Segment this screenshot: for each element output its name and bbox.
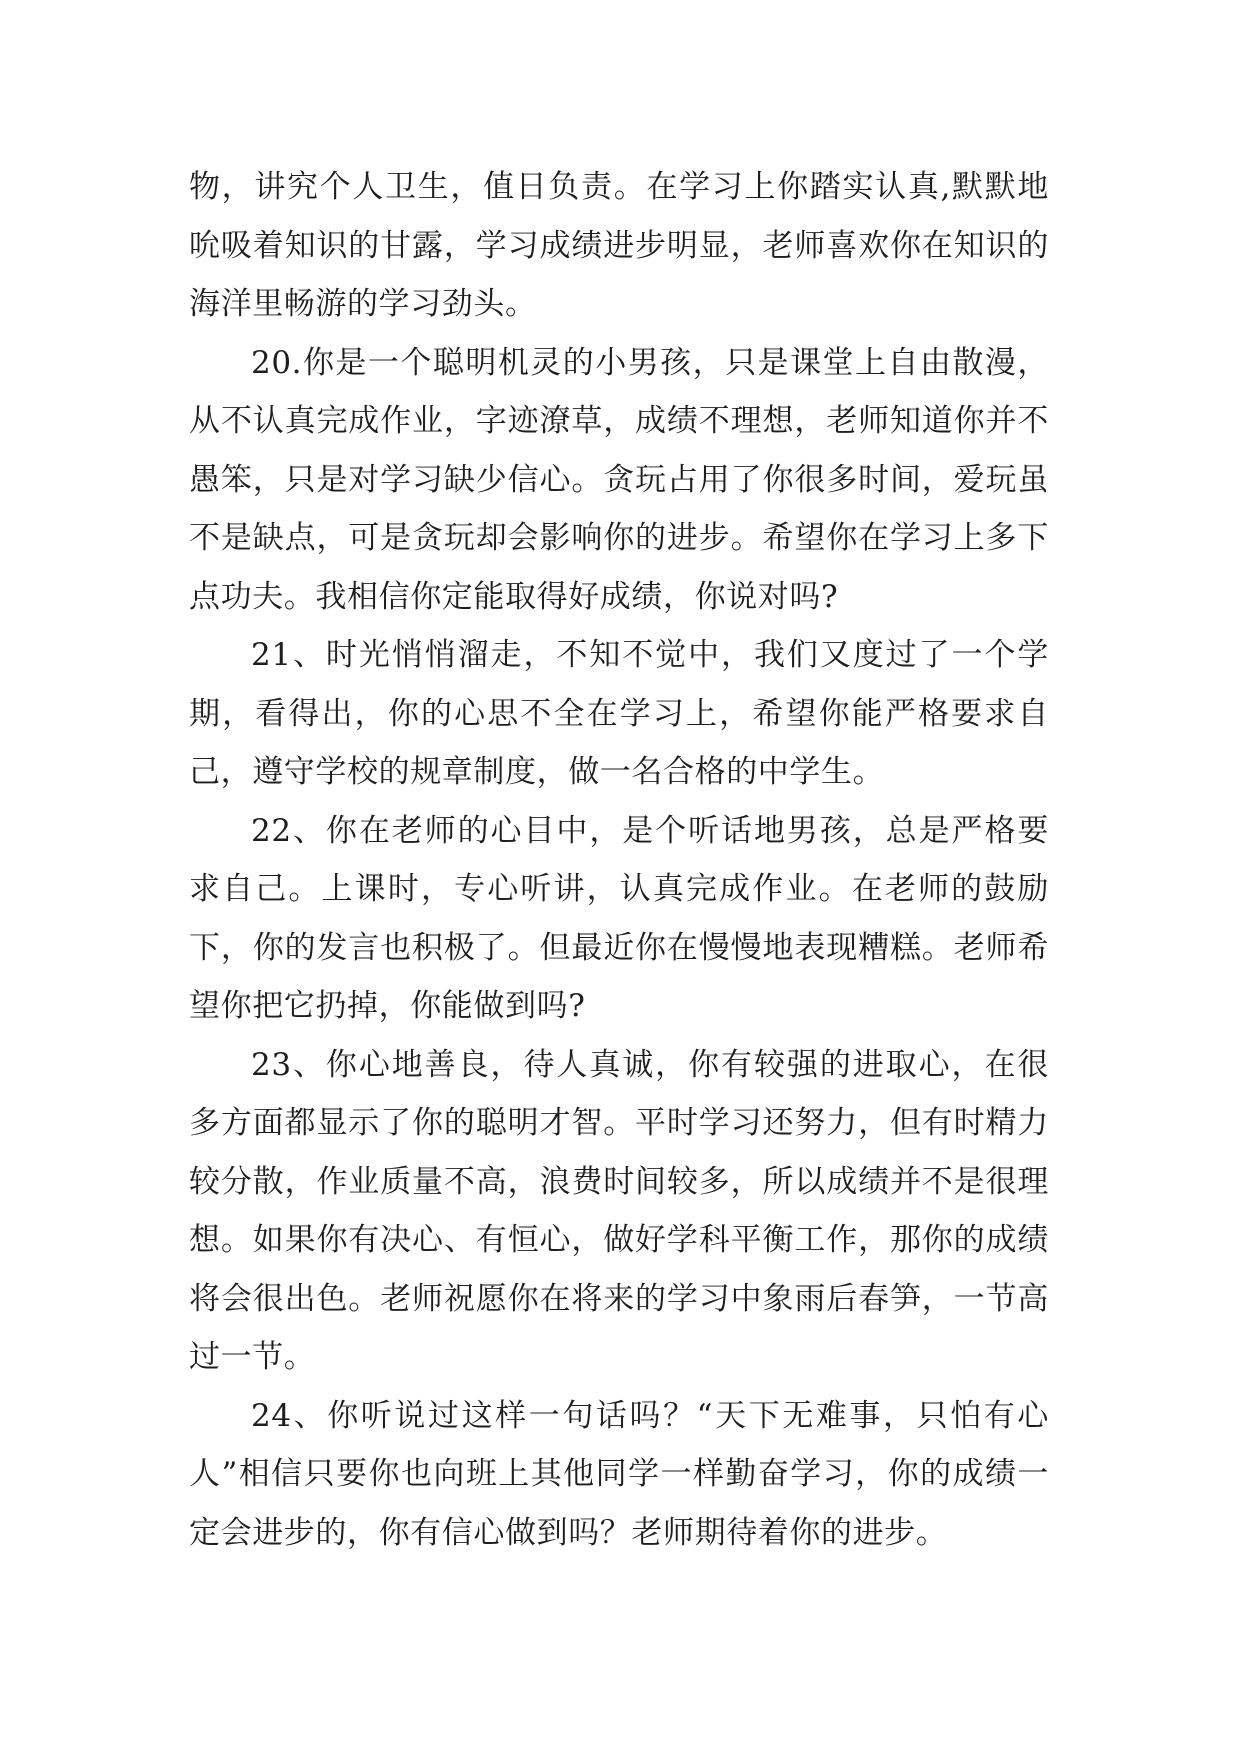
paragraph-22: 22、你在老师的心目中，是个听话地男孩，总是严格要求自己。上课时，专心听讲，认真完成作业。在老师的鼓励下，你的发言也积极了。但最近你在慢慢地表现糟糕。老师希望你把它扔掉，你能做到吗? <box>189 812 1049 1024</box>
document-body <box>189 158 1049 1562</box>
paragraph-20: 20.你是一个聪明机灵的小男孩，只是课堂上自由散漫，从不认真完成作业，字迹潦草，成绩不理想，老师知道你并不愚笨，只是对学习缺少信心。贪玩占用了你很多时间，爱玩虽不是缺点，可是贪玩却会影响你的进步。希望你在学习上多下点功夫。我相信你定能取得好成绩，你说对吗? <box>189 344 1049 615</box>
paragraph-23: 23、你心地善良，待人真诚，你有较强的进取心，在很多方面都显示了你的聪明才智。平时学习还努力，但有时精力较分散，作业质量不高，浪费时间较多，所以成绩并不是很理想。如果你有决心、有恒心，做好学科平衡工作，那你的成绩将会很出色。老师祝愿你在将来的学习中象雨后春笋，一节高过一节。 <box>189 1046 1049 1375</box>
paragraph-19-continuation: 物，讲究个人卫生，值日负责。在学习上你踏实认真,默默地吮吸着知识的甘露，学习成绩进步明显，老师喜欢你在知识的海洋里畅游的学习劲头。 <box>189 169 1049 322</box>
paragraph-24: 24、你听说过这样一句话吗？“天下无难事，只怕有心人”相信只要你也向班上其他同学一样勤奋学习，你的成绩一定会进步的，你有信心做到吗？老师期待着你的进步。 <box>189 1397 1049 1551</box>
paragraph-21: 21、时光悄悄溜走，不知不觉中，我们又度过了一个学期，看得出，你的心思不全在学习上，希望你能严格要求自己，遵守学校的规章制度，做一名合格的中学生。 <box>189 637 1049 790</box>
